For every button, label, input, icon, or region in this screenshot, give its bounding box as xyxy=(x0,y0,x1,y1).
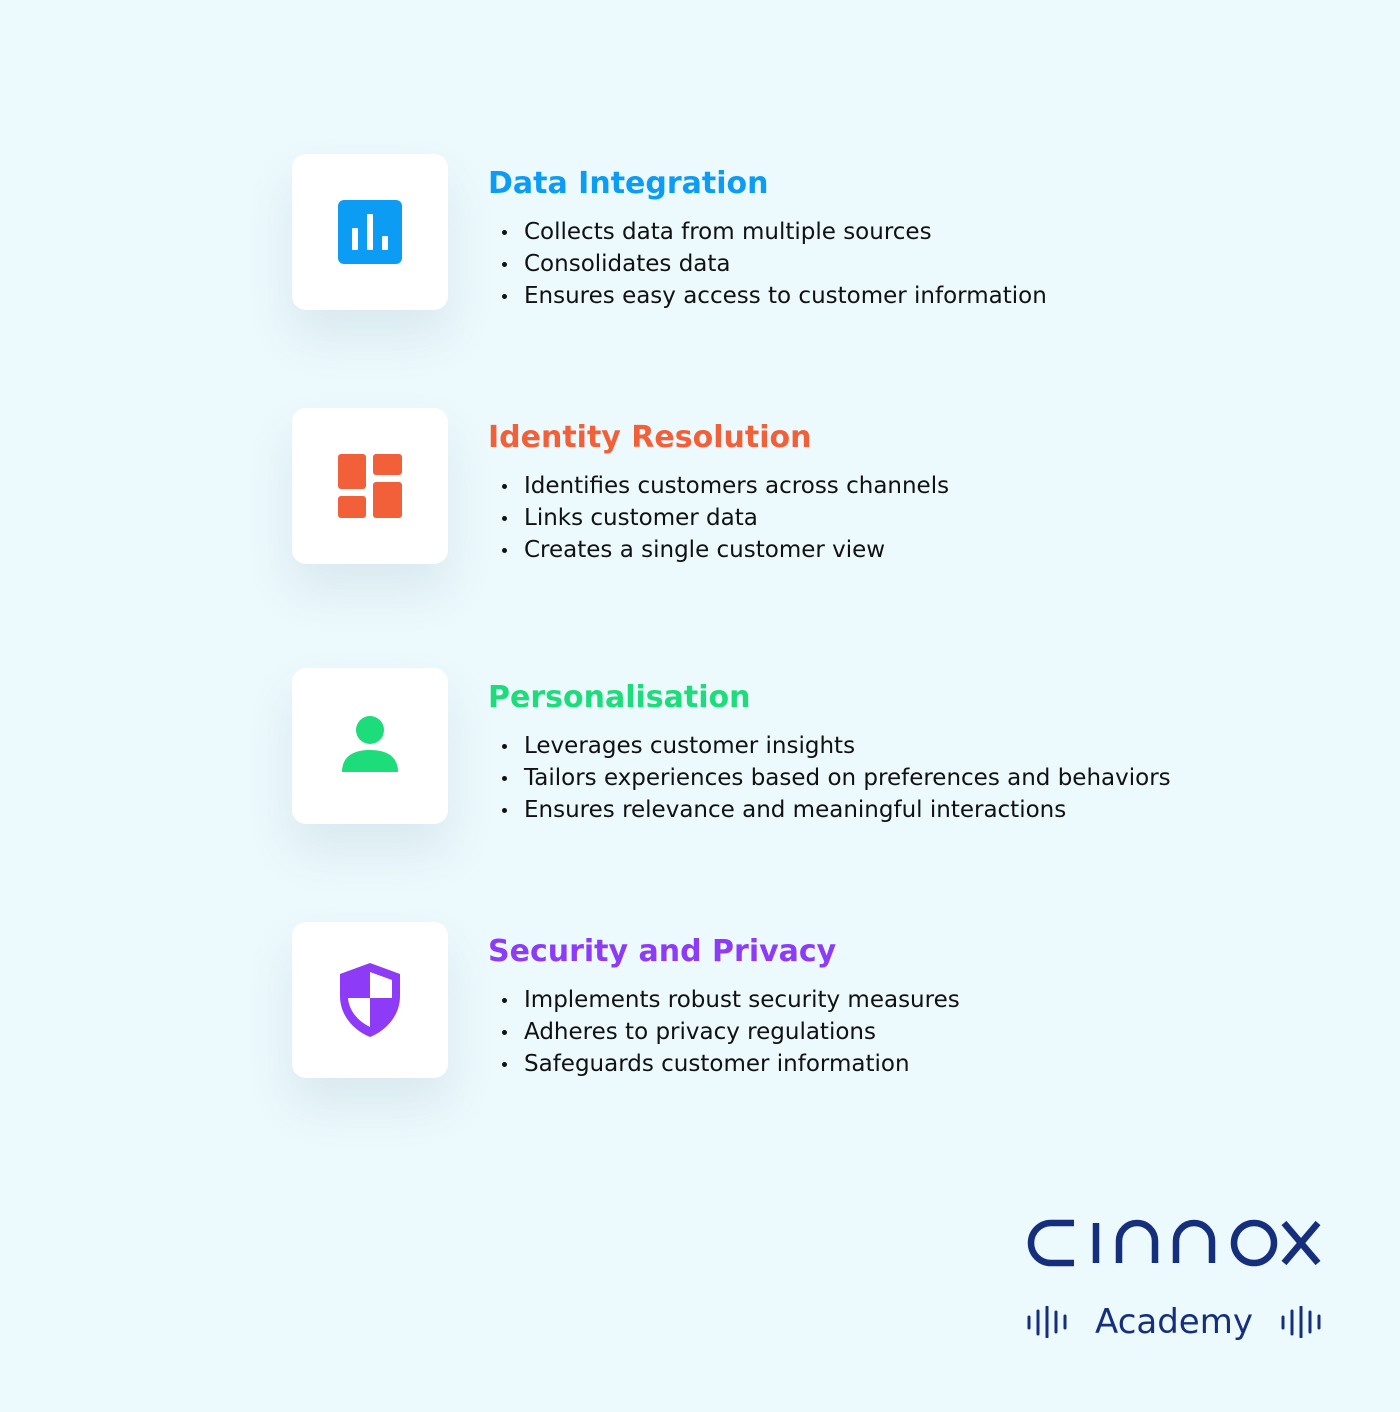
bullet-dot xyxy=(502,998,507,1003)
bullet-dot xyxy=(502,744,507,749)
bullet-text: Safeguards customer information xyxy=(524,1051,910,1077)
bullet-text: Consolidates data xyxy=(524,251,731,277)
cinnox-academy-logo xyxy=(1026,1216,1322,1342)
icon-card xyxy=(292,922,448,1078)
bullet-item xyxy=(502,984,960,1016)
bullet-dot xyxy=(502,262,507,267)
feature-bullets xyxy=(502,730,1171,826)
bullet-text: Implements robust security measures xyxy=(524,987,960,1013)
bullet-item xyxy=(502,216,1047,248)
feature-identity-resolution xyxy=(292,408,1242,568)
sound-wave-icon xyxy=(1280,1306,1322,1338)
bullet-text: Creates a single customer view xyxy=(524,537,886,563)
bullet-item xyxy=(502,794,1171,826)
shield-icon xyxy=(337,961,403,1039)
bullet-dot xyxy=(502,776,507,781)
bullet-dot xyxy=(502,1062,507,1067)
bullet-item xyxy=(502,1016,960,1048)
bullet-item xyxy=(502,730,1171,762)
bullet-item xyxy=(502,1048,960,1080)
feature-bullets xyxy=(502,470,949,566)
user-icon xyxy=(340,716,400,776)
feature-personalisation xyxy=(292,668,1242,828)
cinnox-wordmark-logo xyxy=(1026,1216,1322,1270)
academy-row xyxy=(1026,1300,1322,1344)
feature-data-integration xyxy=(292,154,1242,314)
icon-card xyxy=(292,408,448,564)
bullet-item xyxy=(502,248,1047,280)
bullet-item xyxy=(502,534,949,566)
bullet-item xyxy=(502,762,1171,794)
dashboard-grid-icon xyxy=(338,454,402,518)
sound-wave-icon xyxy=(1026,1306,1068,1338)
icon-card xyxy=(292,668,448,824)
bullet-text: Leverages customer insights xyxy=(524,733,856,759)
icon-card xyxy=(292,154,448,310)
bullet-text: Links customer data xyxy=(524,505,758,531)
bullet-item xyxy=(502,280,1047,312)
bullet-text: Identifies customers across channels xyxy=(524,473,950,499)
bullet-dot xyxy=(502,230,507,235)
feature-title: Data Integration xyxy=(488,166,769,201)
feature-title: Identity Resolution xyxy=(488,420,812,455)
bullet-dot xyxy=(502,808,507,813)
bullet-dot xyxy=(502,1030,507,1035)
bullet-dot xyxy=(502,484,507,489)
bullet-text: Collects data from multiple sources xyxy=(524,219,932,245)
bullet-text: Tailors experiences based on preferences and behaviors xyxy=(524,765,1171,791)
feature-bullets xyxy=(502,984,960,1080)
bullet-text: Ensures relevance and meaningful interactions xyxy=(524,797,1067,823)
feature-bullets xyxy=(502,216,1047,312)
bullet-dot xyxy=(502,516,507,521)
feature-title: Security and Privacy xyxy=(488,934,837,969)
feature-title: Personalisation xyxy=(488,680,751,715)
bar-chart-icon xyxy=(338,200,402,264)
feature-security-privacy xyxy=(292,922,1242,1082)
academy-label: Academy xyxy=(1095,1302,1253,1342)
bullet-dot xyxy=(502,294,507,299)
bullet-text: Ensures easy access to customer information xyxy=(524,283,1047,309)
bullet-text: Adheres to privacy regulations xyxy=(524,1019,876,1045)
bullet-item xyxy=(502,470,949,502)
bullet-dot xyxy=(502,548,507,553)
bullet-item xyxy=(502,502,949,534)
